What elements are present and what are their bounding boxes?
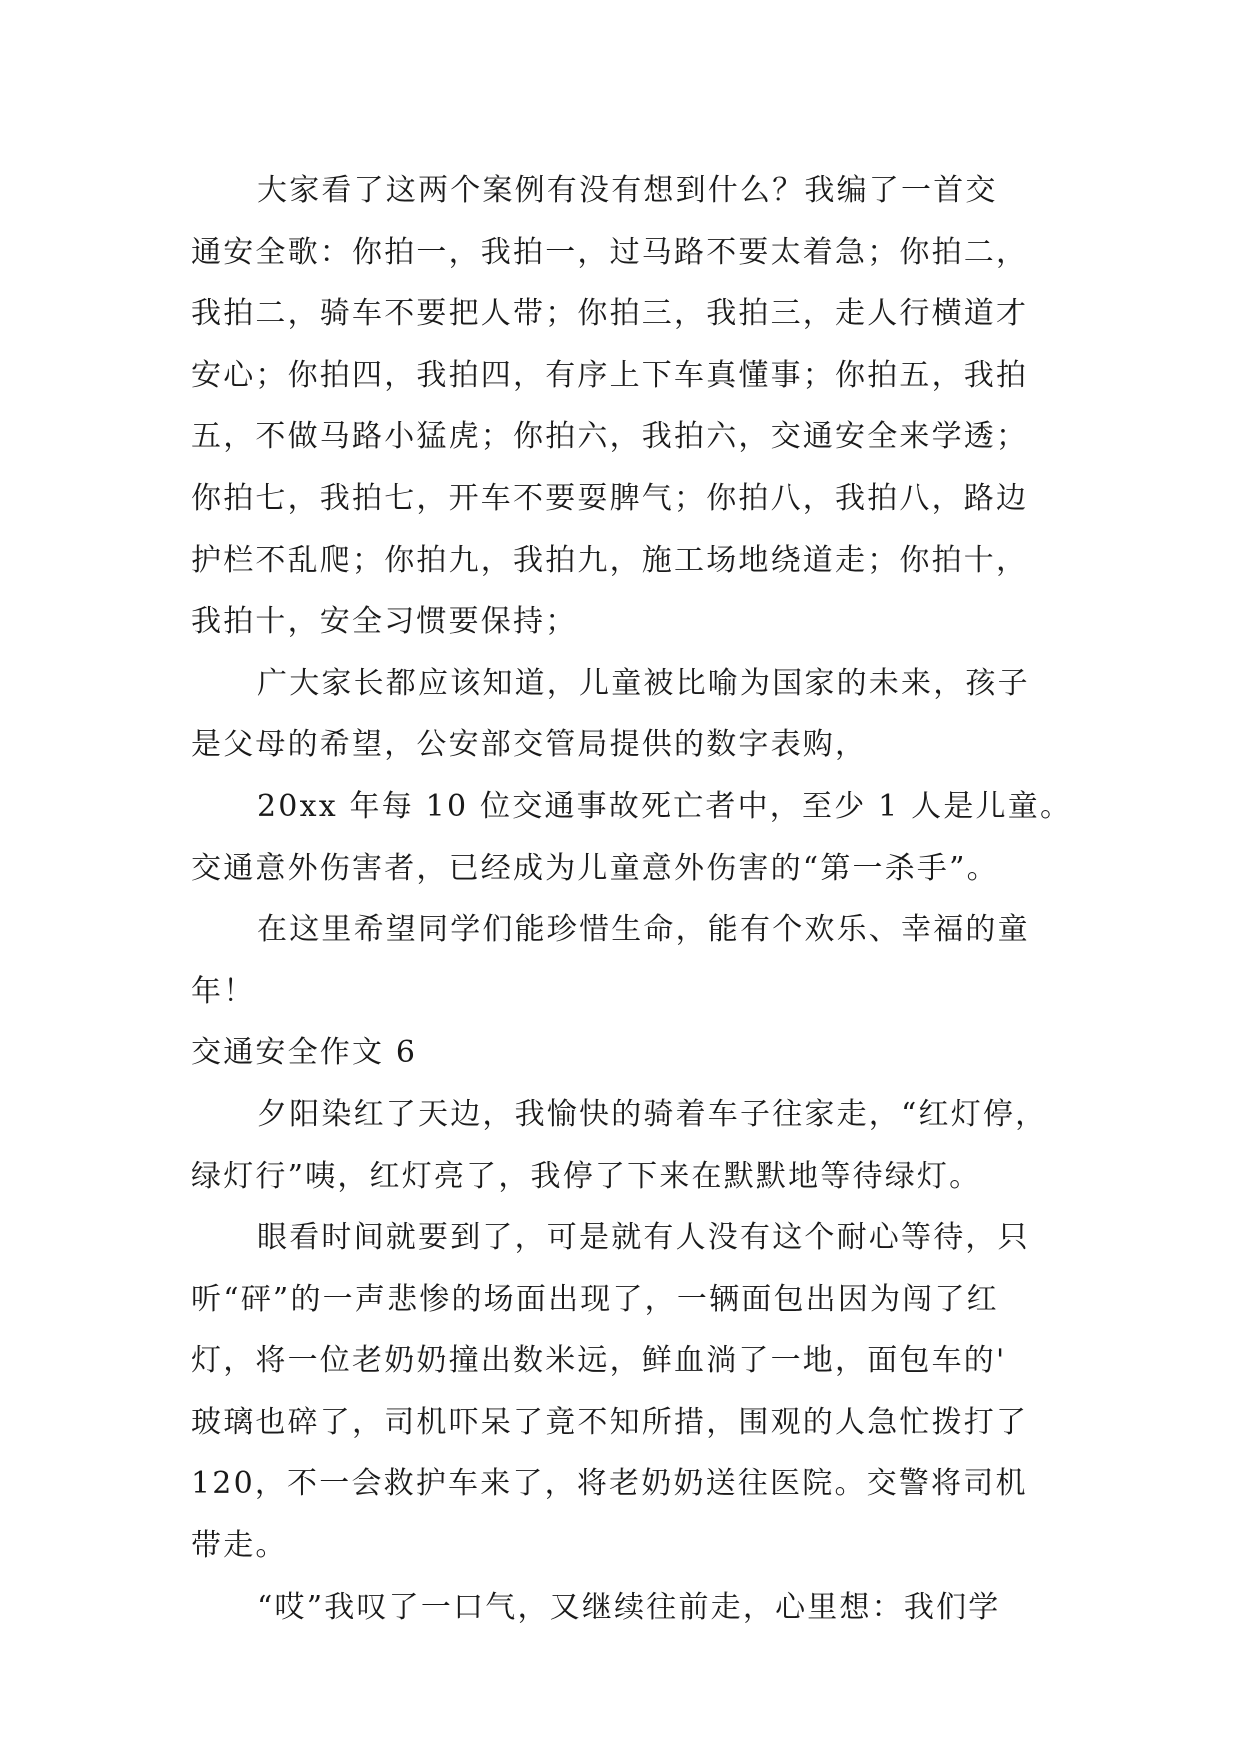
text-line: 我拍二，骑车不要把人带；你拍三，我拍三，走人行横道才	[191, 296, 1029, 332]
text-line: 在这里希望同学们能珍惜生命，能有个欢乐、幸福的童	[257, 912, 1030, 948]
text-line: 五，不做马路小猛虎；你拍六，我拍六，交通安全来学透；	[191, 419, 1029, 455]
text-line: 120，不一会救护车来了，将老奶奶送往医院。交警将司机	[191, 1466, 1028, 1502]
text-line: 眼看时间就要到了，可是就有人没有这个耐心等待，只	[257, 1220, 1030, 1256]
text-line: 护栏不乱爬；你拍九，我拍九，施工场地绕道走；你拍十，	[191, 542, 1029, 578]
text-line: 交通意外伤害者，已经成为儿童意外伤害的“第一杀手”。	[191, 850, 999, 886]
text-line: 广大家长都应该知道，儿童被比喻为国家的未来，孩子	[257, 665, 1030, 701]
text-line: 夕阳染红了天边，我愉快的骑着车子往家走，“红灯停，	[257, 1096, 1048, 1132]
text-line: 安心；你拍四，我拍四，有序上下车真懂事；你拍五，我拍	[191, 357, 1029, 393]
text-line: 你拍七，我拍七，开车不要耍脾气；你拍八，我拍八，路边	[191, 480, 1029, 516]
text-line: 通安全歌：你拍一，我拍一，过马路不要太着急；你拍二，	[191, 234, 1029, 270]
text-line: 听“砰”的一声悲惨的场面出现了，一辆面包出因为闯了红	[191, 1281, 999, 1317]
text-line: 绿灯行”咦，红灯亮了，我停了下来在默默地等待绿灯。	[191, 1158, 982, 1194]
section-title: 交通安全作文 6	[191, 1035, 418, 1071]
text-line: 带走。	[191, 1528, 288, 1564]
body-text	[191, 160, 1073, 1638]
text-line: 20xx 年每 10 位交通事故死亡者中，至少 1 人是儿童。	[257, 788, 1073, 824]
text-line: “哎”我叹了一口气，又继续往前走，心里想：我们学	[257, 1589, 1001, 1625]
text-line: 灯，将一位老奶奶撞出数米远，鲜血淌了一地，面包车的'	[191, 1343, 1007, 1379]
text-line: 大家看了这两个案例有没有想到什么？我编了一首交	[257, 173, 998, 208]
text-line: 玻璃也碎了，司机吓呆了竟不知所措，围观的人急忙拨打了	[191, 1404, 1029, 1440]
text-line: 年！	[191, 973, 256, 1009]
text-line: 是父母的希望，公安部交管局提供的数字表购，	[191, 727, 868, 763]
text-line: 我拍十，安全习惯要保持；	[191, 604, 578, 640]
